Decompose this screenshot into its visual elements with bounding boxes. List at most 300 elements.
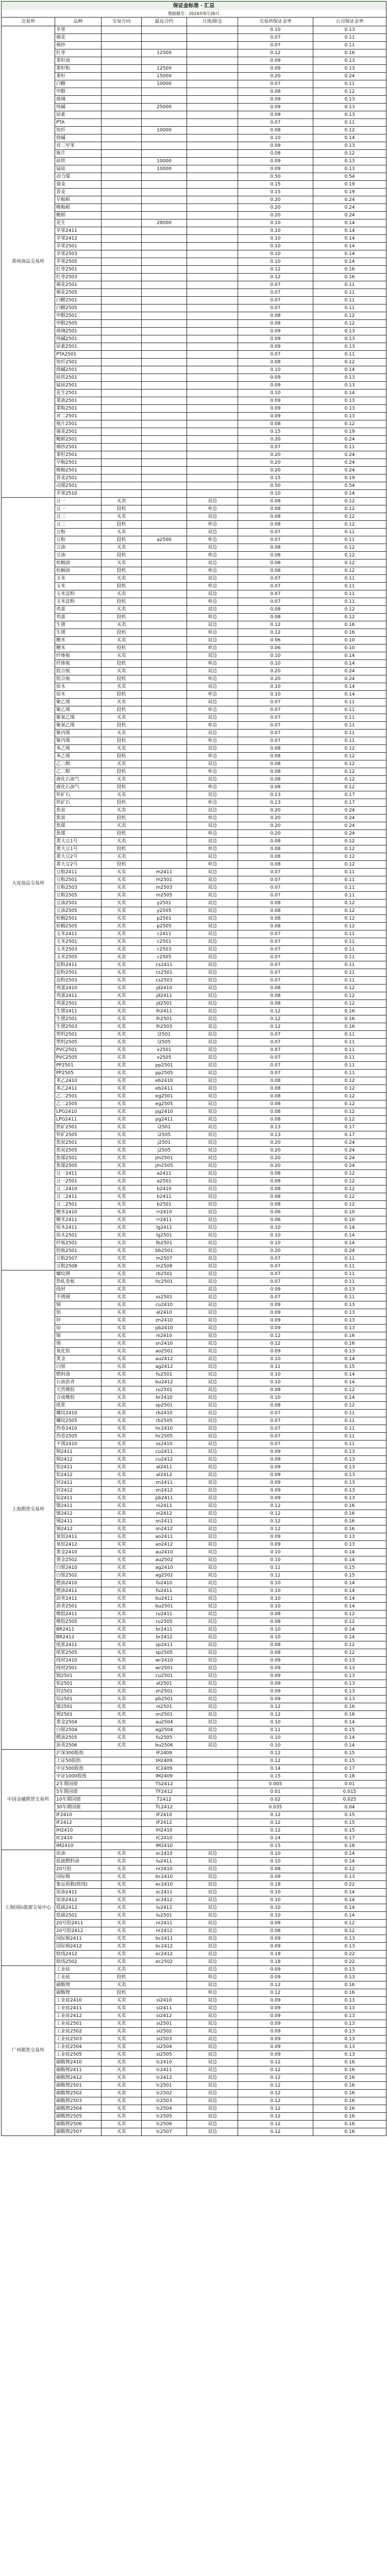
product-cell: 硅铁2501 xyxy=(55,374,102,382)
month-limit-cell: 双边 xyxy=(187,606,238,614)
contract-cell xyxy=(142,560,187,567)
exchange-margin-cell: 0.10 xyxy=(238,1371,313,1379)
table-row xyxy=(2,961,386,969)
company-margin-cell: 0.11 xyxy=(313,714,386,722)
exchange-margin-cell: 0.09 xyxy=(238,1533,313,1541)
product-cell: 乙二醇 xyxy=(55,760,102,768)
direction-cell: 买卖 xyxy=(102,1224,142,1232)
month-limit-cell: 单边 xyxy=(187,815,238,822)
company-margin-cell: 0.13 xyxy=(313,1317,386,1325)
contract-cell: bc2411 xyxy=(142,1935,187,1943)
company-margin-cell: 0.11 xyxy=(313,961,386,969)
month-limit-cell: 单边 xyxy=(187,598,238,606)
company-margin-cell: 0.12 xyxy=(313,907,386,915)
table-row xyxy=(2,1842,386,1850)
exchange-margin-cell: 0.07 xyxy=(238,699,313,706)
exchange-margin-cell: 0.08 xyxy=(238,838,313,845)
month-limit-cell: 双边 xyxy=(187,1549,238,1556)
table-row xyxy=(2,838,386,845)
month-limit-cell: 双边 xyxy=(187,977,238,985)
exchange-margin-cell: 0.20 xyxy=(238,1155,313,1162)
company-margin-cell: 0.16 xyxy=(313,2097,386,2105)
month-limit-cell: 双边 xyxy=(187,1634,238,1641)
direction-cell: 买卖 xyxy=(102,1185,142,1193)
direction-cell: 买卖 xyxy=(102,892,142,900)
direction-cell xyxy=(102,127,142,134)
company-margin-cell: 0.11 xyxy=(313,869,386,876)
product-cell: 原木2411 xyxy=(55,1224,102,1232)
month-limit-cell xyxy=(187,467,238,474)
direction-cell: 买卖 xyxy=(102,1626,142,1634)
table-row xyxy=(2,1394,386,1402)
exchange-margin-cell: 0.09 xyxy=(238,1943,313,1951)
exchange-margin-cell: 0.20 xyxy=(238,436,313,444)
table-row xyxy=(2,204,386,212)
company-margin-cell: 0.22 xyxy=(313,1951,386,1958)
table-row xyxy=(2,521,386,529)
product-cell: 锡 xyxy=(55,1340,102,1348)
table-row xyxy=(2,1077,386,1085)
product-cell: 热卷2410 xyxy=(55,1425,102,1433)
table-row xyxy=(2,1363,386,1371)
company-margin-cell: 0.14 xyxy=(313,1587,386,1595)
product-cell: 豆二2501 xyxy=(55,1201,102,1209)
company-margin-cell: 0.16 xyxy=(313,1502,386,1510)
company-margin-cell: 0.13 xyxy=(313,142,386,150)
product-cell: 豆油 xyxy=(55,552,102,560)
contract-cell: al2412 xyxy=(142,1471,187,1479)
table-row xyxy=(2,1665,386,1672)
month-limit-cell: 双边 xyxy=(187,1348,238,1355)
direction-cell: 投机 xyxy=(102,861,142,869)
direction-cell: 买卖 xyxy=(102,1541,142,1549)
contract-cell xyxy=(142,498,187,505)
exchange-margin-cell: 0.07 xyxy=(238,938,313,946)
table-row xyxy=(2,34,386,42)
exchange-margin-cell: 0.07 xyxy=(238,80,313,88)
direction-cell: 买卖 xyxy=(102,1688,142,1696)
direction-cell: 投机 xyxy=(102,614,142,621)
table-row xyxy=(2,1379,386,1386)
exchange-margin-cell: 0.12 xyxy=(238,629,313,637)
exchange-margin-cell: 0.14 xyxy=(238,1835,313,1842)
company-margin-cell: 0.11 xyxy=(313,969,386,977)
product-cell: 棕榈油 xyxy=(55,567,102,575)
company-margin-cell: 0.19 xyxy=(313,181,386,189)
direction-cell: 买卖 xyxy=(102,1479,142,1487)
contract-cell xyxy=(142,405,187,413)
product-cell: 橡胶2505 xyxy=(55,1618,102,1626)
product-cell: 豆一 xyxy=(55,498,102,505)
contract-cell: IC2409 xyxy=(142,1765,187,1773)
table-row xyxy=(2,1889,386,1896)
company-margin-cell: 0.24 xyxy=(313,675,386,683)
company-margin-cell: 0.12 xyxy=(313,1077,386,1085)
exchange-margin-cell: 0.07 xyxy=(238,119,313,127)
product-cell: 粳稻 xyxy=(55,212,102,219)
direction-cell: 买卖 xyxy=(102,1093,142,1100)
exchange-margin-cell: 0.20 xyxy=(238,668,313,675)
direction-cell: 买卖 xyxy=(102,1263,142,1270)
table-row xyxy=(2,1247,386,1255)
table-row xyxy=(2,351,386,359)
company-margin-cell: 0.12 xyxy=(313,915,386,923)
company-margin-cell: 0.015 xyxy=(313,1788,386,1796)
month-limit-cell: 双边 xyxy=(187,1487,238,1495)
direction-cell: 买卖 xyxy=(102,2074,142,2082)
month-limit-cell: 双边 xyxy=(187,1518,238,1526)
direction-cell: 买卖 xyxy=(102,1471,142,1479)
month-limit-cell: 单边 xyxy=(187,521,238,529)
exchange-margin-cell: 0.09 xyxy=(238,158,313,165)
direction-cell: 买卖 xyxy=(102,853,142,861)
month-limit-cell: 双边 xyxy=(187,2090,238,2097)
company-margin-cell: 0.12 xyxy=(313,985,386,992)
company-margin-cell: 0.12 xyxy=(313,505,386,513)
month-limit-cell xyxy=(187,374,238,382)
direction-cell: 买卖 xyxy=(102,954,142,961)
company-margin-cell: 0.24 xyxy=(313,815,386,822)
product-cell: 锌 xyxy=(55,1317,102,1325)
table-row xyxy=(2,699,386,706)
company-margin-cell: 0.13 xyxy=(313,26,386,34)
table-row xyxy=(2,1348,386,1355)
contract-cell: lu2501 xyxy=(142,1912,187,1920)
month-limit-cell: 双边 xyxy=(187,1688,238,1696)
month-limit-cell: 单边 xyxy=(187,861,238,869)
product-cell: 生猪2501 xyxy=(55,1015,102,1023)
direction-cell: 买卖 xyxy=(102,1711,142,1719)
product-cell: 玉米 xyxy=(55,575,102,583)
contract-cell xyxy=(142,428,187,436)
company-margin-cell: 0.14 xyxy=(313,258,386,266)
company-margin-cell: 0.14 xyxy=(313,1232,386,1240)
direction-cell xyxy=(102,1796,142,1804)
exchange-margin-cell: 0.15 xyxy=(238,428,313,436)
month-limit-cell: 双边 xyxy=(187,2097,238,2105)
product-cell: 碳酸锂2501 xyxy=(55,2082,102,2090)
table-row xyxy=(2,1611,386,1618)
contract-cell xyxy=(142,382,187,389)
contract-cell xyxy=(142,737,187,745)
direction-cell: 买卖 xyxy=(102,1147,142,1155)
exchange-margin-cell: 0.08 xyxy=(238,1093,313,1100)
company-margin-cell: 0.13 xyxy=(313,2028,386,2036)
month-limit-cell: 双边 xyxy=(187,699,238,706)
exchange-margin-cell: 0.07 xyxy=(238,42,313,49)
contract-cell: y2501 xyxy=(142,900,187,907)
company-margin-cell: 0.12 xyxy=(313,1185,386,1193)
direction-cell xyxy=(102,266,142,274)
company-margin-cell: 0.11 xyxy=(313,297,386,304)
direction-cell: 买卖 xyxy=(102,2051,142,2059)
direction-cell: 买卖 xyxy=(102,1742,142,1750)
month-limit-cell: 双边 xyxy=(187,1440,238,1448)
month-limit-cell: 双边 xyxy=(187,1247,238,1255)
direction-cell xyxy=(102,467,142,474)
company-margin-cell: 0.16 xyxy=(313,1340,386,1348)
table-row xyxy=(2,923,386,930)
month-limit-cell xyxy=(187,1750,238,1757)
product-cell: 碳酸锂2410 xyxy=(55,2059,102,2066)
direction-cell xyxy=(102,1757,142,1765)
contract-cell xyxy=(142,189,187,196)
month-limit-cell: 双边 xyxy=(187,637,238,645)
company-margin-cell: 0.16 xyxy=(313,621,386,629)
month-limit-cell xyxy=(187,351,238,359)
company-margin-cell: 0.14 xyxy=(313,219,386,227)
contract-cell xyxy=(142,575,187,583)
direction-cell: 买卖 xyxy=(102,1309,142,1317)
table-row xyxy=(2,714,386,722)
month-limit-cell: 双边 xyxy=(187,1850,238,1858)
contract-cell: sn2501 xyxy=(142,1711,187,1719)
table-row xyxy=(2,490,386,498)
month-limit-cell: 双边 xyxy=(187,1039,238,1046)
contract-cell: pp2501 xyxy=(142,1062,187,1070)
company-margin-cell: 0.11 xyxy=(313,281,386,289)
direction-cell: 买卖 xyxy=(102,961,142,969)
product-cell: 锌2412 xyxy=(55,1487,102,1495)
table-row xyxy=(2,1603,386,1611)
contract-cell xyxy=(142,335,187,343)
company-margin-cell: 0.11 xyxy=(313,119,386,127)
product-cell: 20号胶 xyxy=(55,1866,102,1873)
direction-cell: 买卖 xyxy=(102,1425,142,1433)
exchange-margin-cell: 0.10 xyxy=(238,1595,313,1603)
exchange-margin-cell: 0.10 xyxy=(238,227,313,235)
month-limit-cell xyxy=(187,335,238,343)
contract-cell: ru2501 xyxy=(142,1386,187,1394)
contract-cell xyxy=(142,629,187,637)
month-limit-cell xyxy=(187,459,238,467)
exchange-margin-cell: 0.12 xyxy=(238,2113,313,2121)
table-row xyxy=(2,575,386,583)
table-row xyxy=(2,552,386,560)
month-limit-cell: 双边 xyxy=(187,1294,238,1301)
month-limit-cell: 单边 xyxy=(187,737,238,745)
product-cell: 中证1000股指 xyxy=(55,1773,102,1781)
company-margin-cell: 0.24 xyxy=(313,196,386,204)
company-margin-cell: 0.14 xyxy=(313,1355,386,1363)
company-margin-cell: 0.15 xyxy=(313,1827,386,1835)
table-row xyxy=(2,57,386,65)
month-limit-cell xyxy=(187,389,238,397)
exchange-margin-cell: 0.12 xyxy=(238,2128,313,2136)
direction-cell: 买卖 xyxy=(102,668,142,675)
month-limit-cell: 双边 xyxy=(187,1935,238,1943)
company-margin-cell: 0.11 xyxy=(313,1031,386,1039)
table-row xyxy=(2,985,386,992)
product-cell: 沥青2411 xyxy=(55,1595,102,1603)
product-cell: 白银 xyxy=(55,1363,102,1371)
product-cell: 铁矿石 xyxy=(55,791,102,799)
direction-cell: 买卖 xyxy=(102,1672,142,1680)
exchange-margin-cell: 0.09 xyxy=(238,382,313,389)
direction-cell: 投机 xyxy=(102,552,142,560)
product-cell: 铜2412 xyxy=(55,1456,102,1464)
company-margin-cell: 0.13 xyxy=(313,1688,386,1696)
contract-cell: fu2411 xyxy=(142,1587,187,1595)
company-margin-cell: 0.11 xyxy=(313,1433,386,1440)
contract-cell xyxy=(142,621,187,629)
direction-cell: 买卖 xyxy=(102,1526,142,1533)
exchange-margin-cell: 0.12 xyxy=(238,1819,313,1827)
exchange-margin-cell: 0.06 xyxy=(238,637,313,645)
company-margin-cell: 0.13 xyxy=(313,397,386,405)
direction-cell: 买卖 xyxy=(102,1201,142,1209)
direction-cell xyxy=(102,104,142,111)
exchange-margin-cell: 0.20 xyxy=(238,1247,313,1255)
table-row xyxy=(2,876,386,884)
direction-cell: 买卖 xyxy=(102,1348,142,1355)
company-margin-cell: 0.22 xyxy=(313,1958,386,1966)
table-row xyxy=(2,675,386,683)
table-row xyxy=(2,1162,386,1170)
company-margin-cell: 0.12 xyxy=(313,768,386,776)
table-row xyxy=(2,1896,386,1904)
contract-cell: rb2505 xyxy=(142,1417,187,1425)
product-cell: 鸡蛋2410 xyxy=(55,985,102,992)
product-cell: 白银2504 xyxy=(55,1726,102,1734)
product-cell: 热轧卷板 xyxy=(55,1278,102,1286)
product-cell: 玉米2411 xyxy=(55,930,102,938)
product-cell: IF2410 xyxy=(55,1811,102,1819)
product-cell: 粳米 xyxy=(55,645,102,652)
contract-cell: eg2501 xyxy=(142,1093,187,1100)
product-cell: 普麦 xyxy=(55,189,102,196)
company-margin-cell: 0.15 xyxy=(313,1572,386,1580)
company-margin-cell: 0.54 xyxy=(313,482,386,490)
month-limit-cell xyxy=(187,312,238,320)
company-margin-cell: 0.11 xyxy=(313,892,386,900)
contract-cell xyxy=(142,173,187,181)
table-row xyxy=(2,366,386,374)
column-header: 月度/限仓 xyxy=(187,18,238,26)
contract-cell: si2411 xyxy=(142,2005,187,2012)
contract-cell xyxy=(142,822,187,830)
contract-cell: sp2501 xyxy=(142,1402,187,1410)
direction-cell xyxy=(102,444,142,451)
product-cell: 国际铜 xyxy=(55,1873,102,1881)
product-cell: 白银2410 xyxy=(55,1564,102,1572)
direction-cell: 买卖 xyxy=(102,1070,142,1077)
contract-cell: rb2410 xyxy=(142,1410,187,1417)
product-cell: 早籼稻 xyxy=(55,196,102,204)
exchange-margin-cell: 0.12 xyxy=(238,1023,313,1031)
direction-cell xyxy=(102,359,142,366)
contract-cell: 15000 xyxy=(142,73,187,80)
contract-cell xyxy=(142,652,187,660)
direction-cell: 买卖 xyxy=(102,1981,142,1989)
direction-cell: 买卖 xyxy=(102,884,142,892)
contract-cell xyxy=(142,436,187,444)
company-margin-cell: 0.24 xyxy=(313,212,386,219)
contract-cell xyxy=(142,513,187,521)
product-cell: 聚乙烯 xyxy=(55,706,102,714)
product-cell: 碳酸锂2507 xyxy=(55,2128,102,2136)
product-cell: 镍2412 xyxy=(55,1510,102,1518)
month-limit-cell: 双边 xyxy=(187,1618,238,1626)
month-limit-cell: 双边 xyxy=(187,1927,238,1935)
contract-cell: a2501 xyxy=(142,1178,187,1185)
product-cell: 纤维板 xyxy=(55,660,102,668)
exchange-margin-cell: 0.18 xyxy=(238,1881,313,1889)
company-margin-cell: 0.13 xyxy=(313,1479,386,1487)
exchange-margin-cell: 0.09 xyxy=(238,104,313,111)
exchange-margin-cell: 0.11 xyxy=(238,1564,313,1572)
exchange-margin-cell: 0.12 xyxy=(238,2059,313,2066)
table-row xyxy=(2,1634,386,1641)
month-limit-cell: 双边 xyxy=(187,1626,238,1634)
contract-cell: c2501 xyxy=(142,938,187,946)
table-row xyxy=(2,397,386,405)
direction-cell: 买卖 xyxy=(102,1046,142,1054)
direction-cell: 买卖 xyxy=(102,1889,142,1896)
direction-cell: 买卖 xyxy=(102,2128,142,2136)
contract-cell: fu2410 xyxy=(142,1580,187,1587)
exchange-margin-cell: 0.07 xyxy=(238,969,313,977)
product-cell: 玉米2501 xyxy=(55,938,102,946)
product-cell: 聚丙烯 xyxy=(55,730,102,737)
company-margin-cell: 0.12 xyxy=(313,784,386,791)
month-limit-cell: 双边 xyxy=(187,1386,238,1394)
contract-cell: pg2410 xyxy=(142,1108,187,1116)
exchange-margin-cell: 0.07 xyxy=(238,575,313,583)
table-row xyxy=(2,119,386,127)
product-cell: PTA2501 xyxy=(55,351,102,359)
direction-cell: 买卖 xyxy=(102,1680,142,1688)
contract-cell: b2501 xyxy=(142,1201,187,1209)
direction-cell: 买卖 xyxy=(102,714,142,722)
month-limit-cell: 双边 xyxy=(187,1162,238,1170)
table-row xyxy=(2,1904,386,1912)
table-row xyxy=(2,861,386,869)
company-margin-cell: 0.12 xyxy=(313,1920,386,1927)
company-margin-cell: 0.11 xyxy=(313,977,386,985)
direction-cell: 买卖 xyxy=(102,1502,142,1510)
exchange-margin-cell: 0.10 xyxy=(238,389,313,397)
product-cell: 硅铁 xyxy=(55,158,102,165)
month-limit-cell: 双边 xyxy=(187,1556,238,1564)
company-margin-cell: 0.17 xyxy=(313,1124,386,1131)
direction-cell: 买卖 xyxy=(102,1873,142,1881)
product-cell: 红枣2501 xyxy=(55,266,102,274)
month-limit-cell xyxy=(187,1804,238,1811)
table-row xyxy=(2,127,386,134)
exchange-margin-cell: 0.07 xyxy=(238,1417,313,1425)
exchange-margin-cell: 0.12 xyxy=(238,2090,313,2097)
contract-cell: IC2410 xyxy=(142,1835,187,1842)
direction-cell: 买卖 xyxy=(102,1278,142,1286)
product-cell: 瓶片 xyxy=(55,150,102,158)
month-limit-cell: 双边 xyxy=(187,1742,238,1750)
exchange-margin-cell: 0.08 xyxy=(238,606,313,614)
exchange-margin-cell: 0.18 xyxy=(238,1951,313,1958)
table-row xyxy=(2,459,386,467)
contract-cell xyxy=(142,181,187,189)
month-limit-cell: 双边 xyxy=(187,900,238,907)
direction-cell: 买卖 xyxy=(102,1943,142,1951)
contract-cell: eg2505 xyxy=(142,1100,187,1108)
direction-cell: 买卖 xyxy=(102,822,142,830)
exchange-margin-cell: 0.08 xyxy=(238,784,313,791)
table-row xyxy=(2,297,386,304)
exchange-margin-cell: 0.07 xyxy=(238,1054,313,1062)
product-cell: 工业硅2505 xyxy=(55,2051,102,2059)
direction-cell: 买卖 xyxy=(102,544,142,552)
direction-cell xyxy=(102,34,142,42)
